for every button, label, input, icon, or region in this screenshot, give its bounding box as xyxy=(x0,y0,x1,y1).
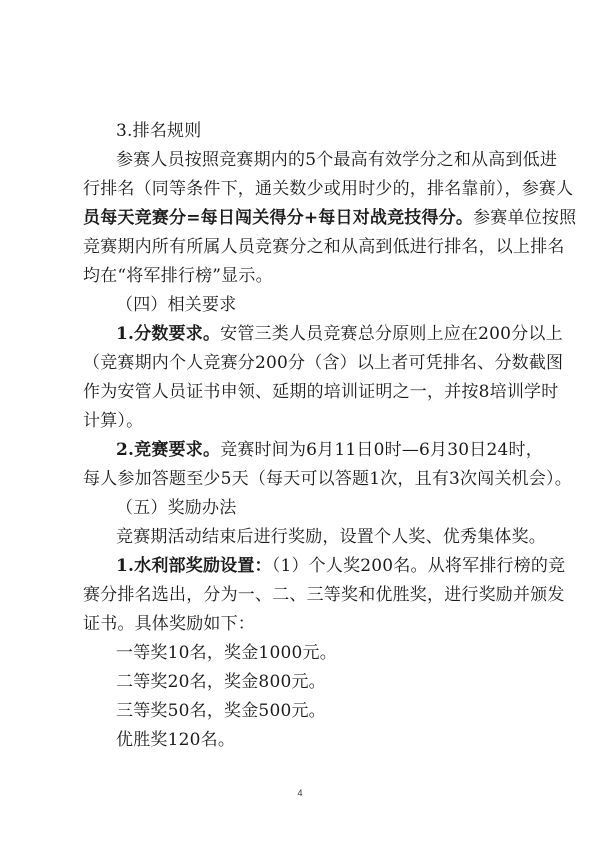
ranking-paragraph-line-3 xyxy=(83,208,576,228)
ministry-rewards-line-3: 证书。具体奖励如下： xyxy=(83,614,255,634)
prize-third: 三等奖50名，奖金500元。 xyxy=(116,701,326,721)
score-requirement-line-1 xyxy=(116,324,563,344)
ranking-paragraph-line-2: 行排名（同等条件下，通关数少或用时少的，排名靠前），参赛人 xyxy=(83,179,574,199)
section-heading-ranking-rules: 3.排名规则 xyxy=(116,121,202,141)
ministry-rewards-label: 1.水利部奖励设置： xyxy=(116,556,272,576)
competition-requirement-line-2: 每人参加答题至少5天（每天可以答题1次，且有3次闯关机会）。 xyxy=(83,469,572,489)
prize-second: 二等奖20名，奖金800元。 xyxy=(116,672,326,692)
ministry-rewards-line-1 xyxy=(116,556,565,576)
ranking-paragraph-line-5: 均在“将军排行榜”显示。 xyxy=(83,266,273,286)
page-number: 4 xyxy=(297,788,303,798)
prize-excellence: 优胜奖120名。 xyxy=(116,730,236,750)
ministry-rewards-line-2: 赛分排名选出，分为一、二、三等奖和优胜奖，进行奖励并颁发 xyxy=(83,585,565,605)
section-heading-rewards: （五）奖励办法 xyxy=(116,498,237,518)
competition-requirement-line-1 xyxy=(116,440,543,460)
score-requirement-line-4: 计算）。 xyxy=(83,411,144,431)
ranking-paragraph-line-3-rest: 参赛单位按照 xyxy=(473,208,577,228)
section-heading-requirements: （四）相关要求 xyxy=(116,295,237,315)
score-requirement-line-3: 作为安管人员证书申领、延期的培训证明之一，并按8培训学时 xyxy=(83,382,559,402)
ranking-paragraph-line-1: 参赛人员按照竞赛期内的5个最高有效学分之和从高到低进 xyxy=(116,150,558,170)
ranking-paragraph-line-4: 竞赛期内所有所属人员竞赛分之和从高到低进行排名，以上排名 xyxy=(83,237,565,257)
score-requirement-text: 安管三类人员竞赛总分原则上应在200分以上 xyxy=(220,324,563,344)
rewards-intro: 竞赛期活动结束后进行奖励，设置个人奖、优秀集体奖。 xyxy=(116,527,546,547)
ministry-rewards-text: （1）个人奖200名。从将军排行榜的竞 xyxy=(271,556,566,576)
score-requirement-line-2: （竞赛期内个人竞赛分200分（含）以上者可凭排名、分数截图 xyxy=(83,353,564,373)
daily-score-formula: 员每天竞赛分=每日闯关得分+每日对战竞技得分。 xyxy=(83,208,474,228)
score-requirement-label: 1.分数要求。 xyxy=(116,324,221,344)
competition-requirement-text: 竞赛时间为6月11日0时—6月30日24时， xyxy=(220,440,543,460)
competition-requirement-label: 2.竞赛要求。 xyxy=(116,440,221,460)
prize-first: 一等奖10名，奖金1000元。 xyxy=(116,643,337,663)
